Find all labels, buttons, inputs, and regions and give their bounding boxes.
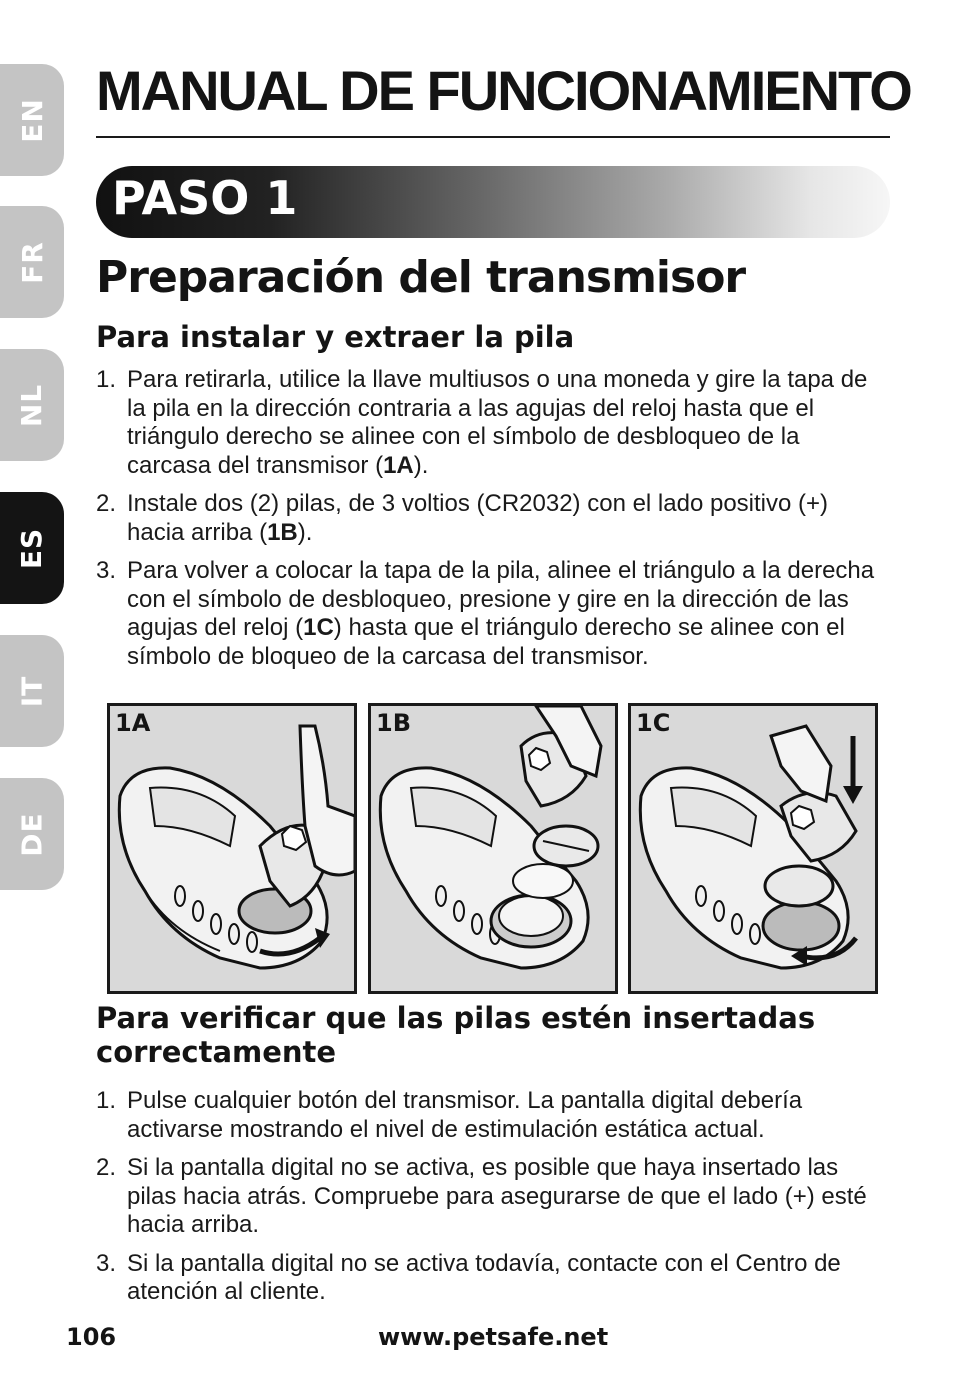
figure-1b: [368, 703, 618, 994]
item-text: Para volver a colocar la tapa de la pila, alinee el triángulo a la derecha con el símbolo de desbloqueo, presione y gire en la dirección de las agujas del reloj (: [127, 557, 875, 641]
item-text: Si la pantalla digital no se activa, es posible que haya insertado las pilas hacia atrás. Compruebe para asegurarse de que el lado (+) esté hacia arriba.: [127, 1154, 867, 1238]
lang-tab-de[interactable]: [0, 778, 64, 890]
item-number: 3.: [96, 1249, 117, 1277]
battery-illustration: [371, 706, 615, 991]
figure-label: 1B: [376, 709, 411, 737]
list-item: [96, 557, 890, 671]
step-banner: [96, 166, 890, 238]
figure-label: 1C: [636, 709, 671, 737]
cover-illustration: [631, 706, 875, 991]
item-text-end: ) hasta que el triángulo derecho se alinee con el símbolo de bloqueo de la carcasa del transmisor.: [127, 614, 845, 670]
item-text-end: ).: [413, 451, 429, 479]
install-heading: Para instalar y extraer la pila: [96, 320, 575, 354]
verify-steps: [96, 1087, 890, 1317]
lang-tab-label: EN: [15, 97, 49, 143]
lang-tab-nl[interactable]: [0, 349, 64, 461]
list-item: [96, 1154, 890, 1240]
item-number: 1.: [96, 1087, 117, 1114]
item-text-end: ).: [297, 518, 313, 546]
figure-1c: [628, 703, 878, 994]
lang-tab-es[interactable]: [0, 492, 64, 604]
figure-label: 1A: [115, 709, 151, 737]
item-number: 2.: [96, 1154, 117, 1181]
list-item: [96, 490, 890, 547]
transmitter-illustration: [110, 706, 354, 991]
page-number: 106: [66, 1323, 117, 1351]
lang-tab-label: ES: [15, 527, 49, 569]
lang-tab-fr[interactable]: [0, 206, 64, 318]
install-steps: [96, 366, 890, 681]
lang-tab-label: IT: [15, 675, 49, 707]
lang-tab-it[interactable]: [0, 635, 64, 747]
figure-ref: 1A: [383, 451, 414, 479]
list-item: [96, 1087, 890, 1144]
figure-ref: 1C: [303, 614, 334, 641]
section-title: Preparación del transmisor: [96, 252, 746, 303]
lang-tab-label: DE: [15, 811, 49, 857]
website-link[interactable]: www.petsafe.net: [378, 1323, 609, 1351]
lang-tab-label: NL: [15, 383, 49, 427]
item-text: Para retirarla, utilice la llave multiusos o una moneda y gire la tapa de la pila en la dirección contraria a las agujas del reloj hasta que el triángulo derecho se alinee con el símbolo de desbloqueo de la carcasa del transmisor (: [127, 366, 868, 479]
page-title: MANUAL DE FUNCIONAMIENTO: [96, 59, 911, 122]
lang-tab-label: FR: [15, 240, 49, 284]
figure-1a: [107, 703, 357, 994]
step-banner-label: PASO 1: [112, 171, 298, 225]
figure-ref: 1B: [267, 518, 298, 546]
title-divider: [96, 136, 890, 138]
list-item: [96, 1250, 890, 1307]
verify-heading: Para verificar que las pilas estén insertadas correctamente: [96, 1001, 816, 1069]
item-number: 1.: [96, 366, 117, 393]
lang-tab-en[interactable]: [0, 64, 64, 176]
list-item: [96, 366, 890, 480]
item-text: Si la pantalla digital no se activa todavía, contacte con el Centro de atención al cliente.: [127, 1249, 841, 1305]
item-text: Instale dos (2) pilas, de 3 voltios (CR2032) con el lado positivo (+) hacia arriba (: [127, 490, 829, 546]
item-number: 3.: [96, 557, 117, 584]
item-number: 2.: [96, 490, 117, 517]
item-text: Pulse cualquier botón del transmisor. La pantalla digital debería activarse mostrando el nivel de estimulación estática actual.: [127, 1087, 803, 1143]
